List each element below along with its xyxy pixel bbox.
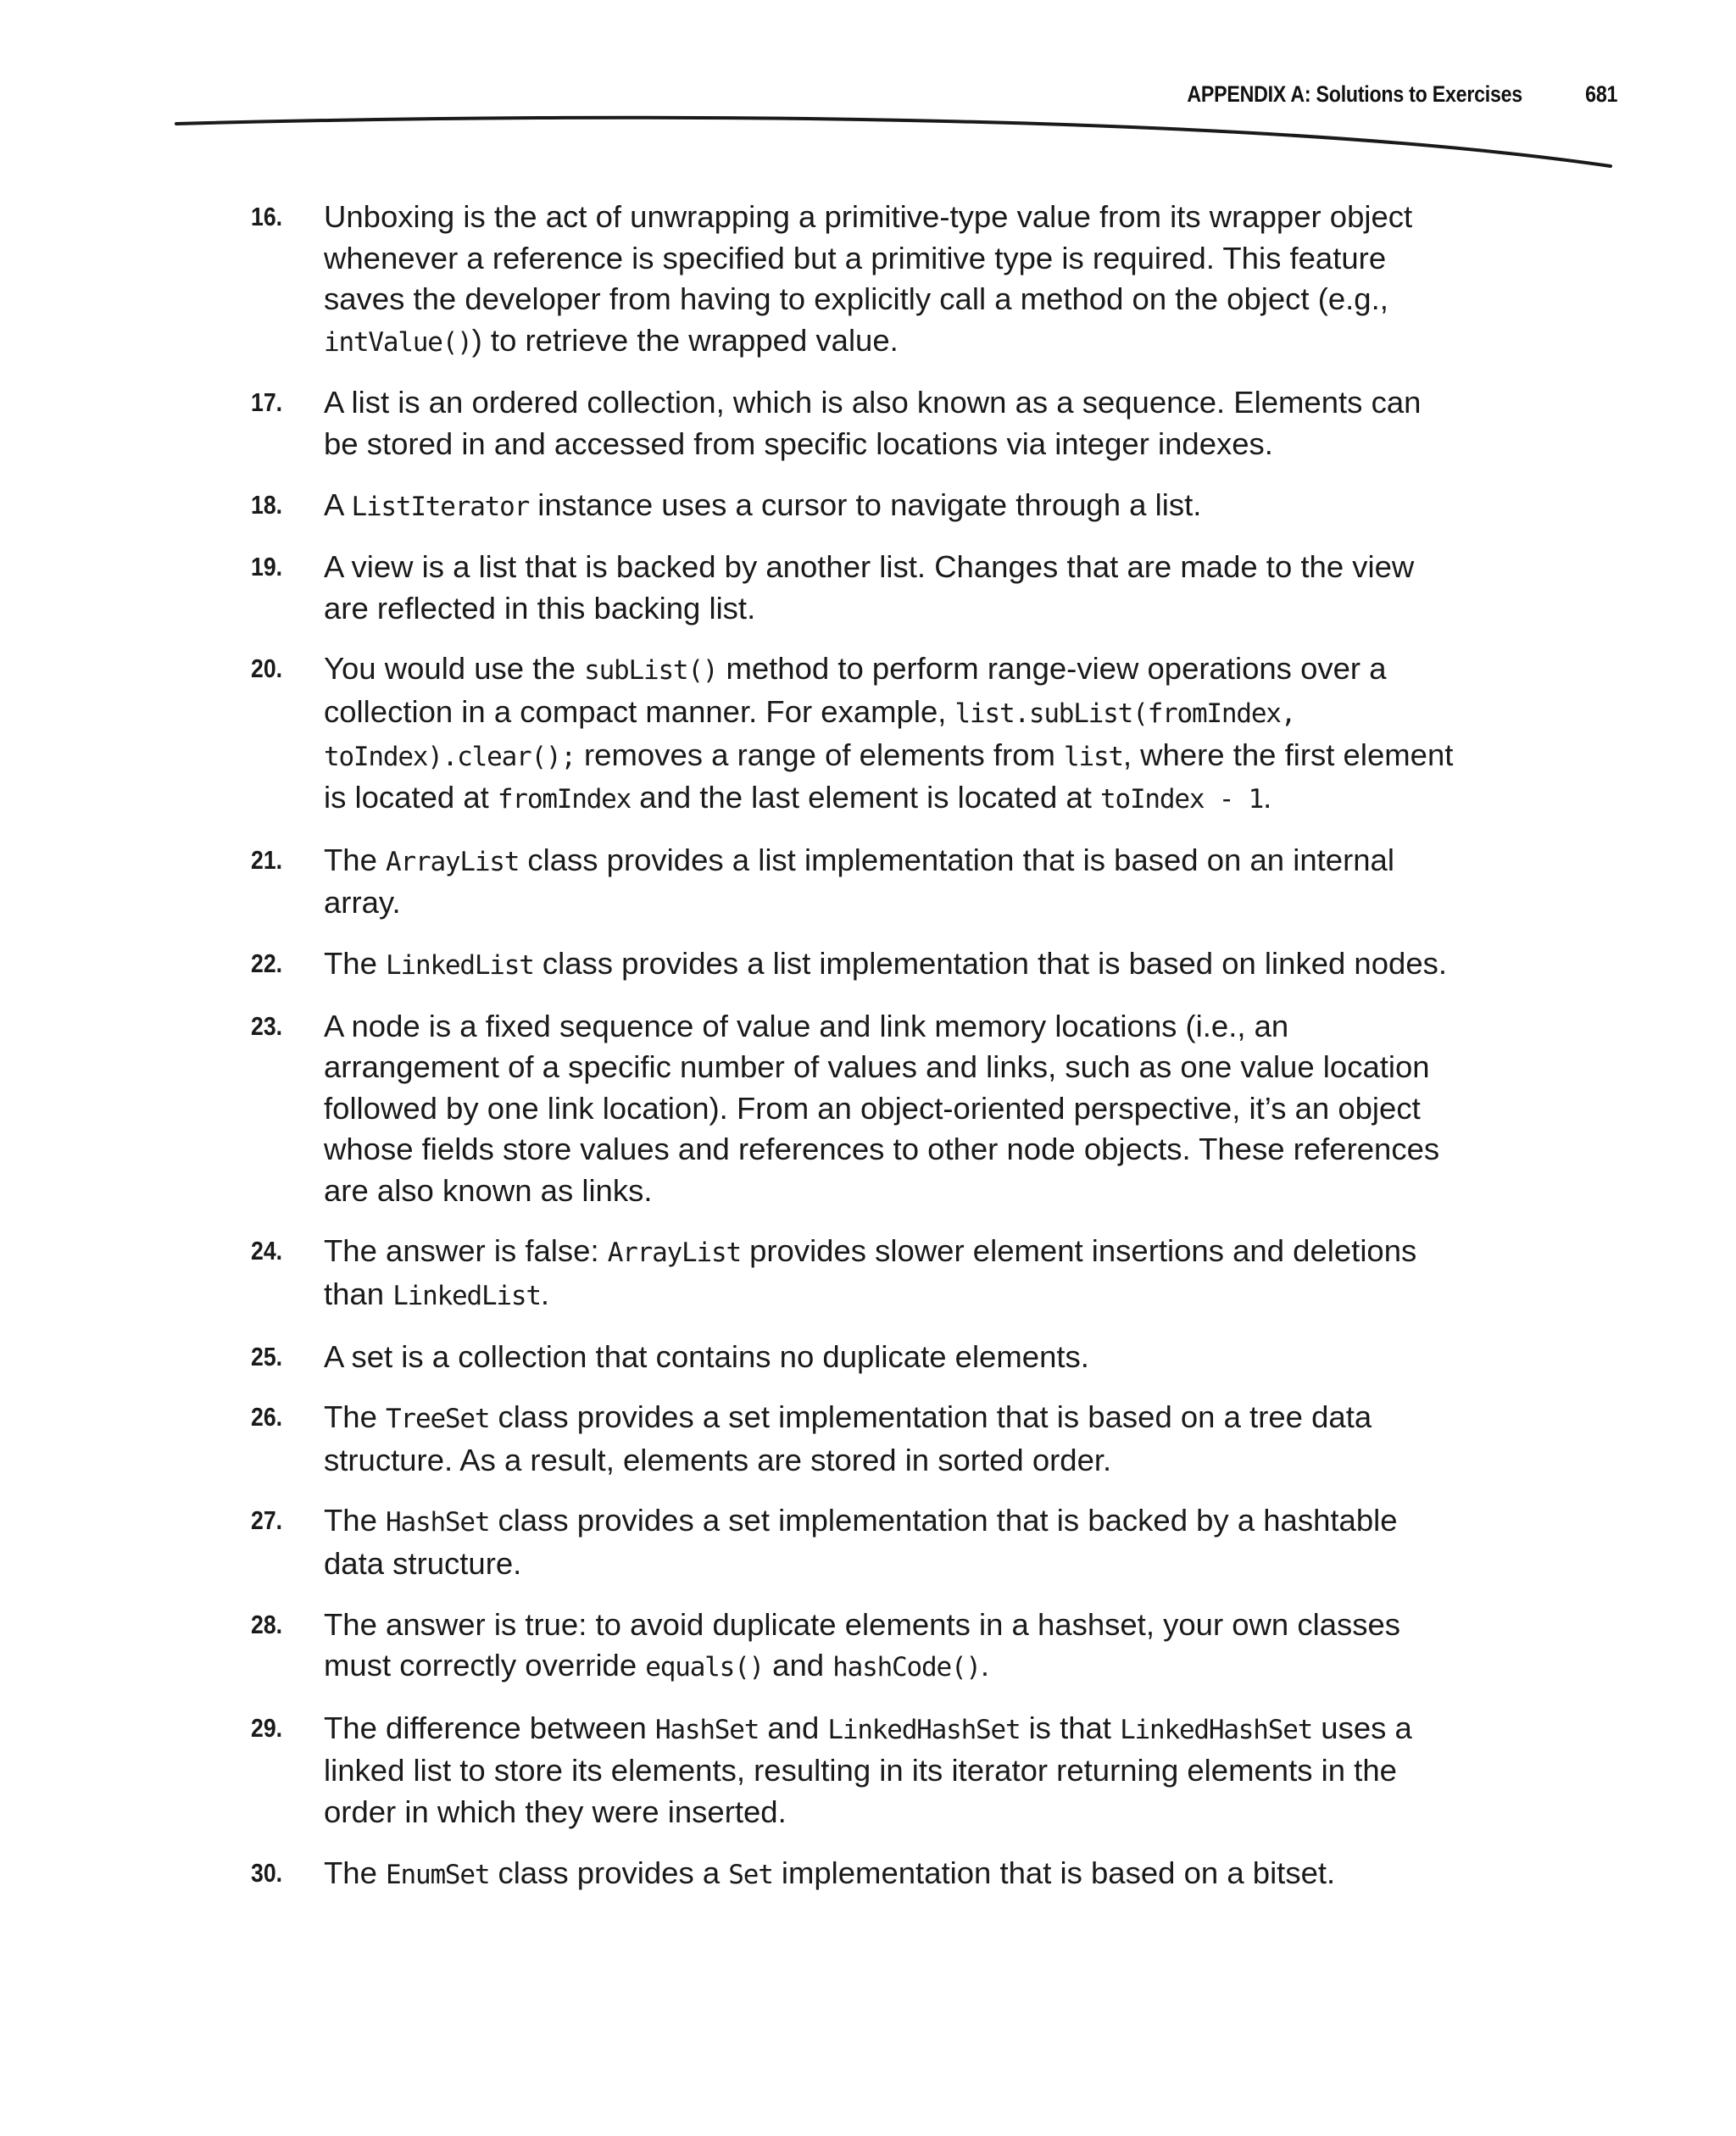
- answer-text-run: A: [324, 487, 352, 522]
- code-term: HashSet: [386, 1507, 490, 1538]
- answer-number: 30.: [251, 1857, 283, 1888]
- answer-text: [324, 648, 1455, 820]
- answer-text-run: class provides a set implementation that is backed by a hashtable data structure.: [324, 1503, 1398, 1582]
- answer-text-run: and: [759, 1710, 828, 1745]
- answer-number: 29.: [251, 1712, 283, 1743]
- code-term: LinkedList: [386, 949, 534, 981]
- answer-text: [324, 943, 1455, 987]
- answer-text: [324, 1337, 1455, 1378]
- answer-text-run: and the last element is located at: [631, 780, 1101, 815]
- answer-text-run: The: [324, 842, 387, 877]
- page-number: 681: [1585, 81, 1617, 107]
- code-term: list.subList(fromIndex, toIndex).clear();: [324, 698, 1296, 772]
- answer-item: [251, 1337, 1455, 1378]
- answer-text: [324, 485, 1455, 528]
- answer-text: [324, 1006, 1455, 1212]
- answer-text: [324, 840, 1455, 924]
- answer-text: [324, 197, 1455, 363]
- answer-item: [251, 1605, 1455, 1688]
- answer-text-run: A list is an ordered collection, which is also known as a sequence. Elements can be stored in and accessed from specific locations via integer indexes.: [324, 385, 1422, 461]
- answer-text: [324, 382, 1455, 464]
- answer-text-run: class provides a set implementation that is based on a tree data structure. As a result, elements are stored in sorted order.: [324, 1399, 1372, 1477]
- code-term: subList(): [584, 655, 718, 687]
- answer-number: 28.: [251, 1609, 283, 1639]
- header-rule: [0, 0, 1736, 186]
- answer-text-run: You would use the: [324, 651, 585, 687]
- running-head-title: APPENDIX A: Solutions to Exercises: [1187, 81, 1522, 107]
- code-term: toIndex - 1: [1100, 784, 1264, 815]
- answer-text-run: class provides a: [489, 1855, 729, 1890]
- answer-number: 26.: [251, 1402, 283, 1432]
- answer-text-run: The: [324, 1399, 387, 1435]
- answer-text: [324, 1500, 1455, 1584]
- answer-number: 27.: [251, 1505, 283, 1536]
- answer-number: 19.: [251, 552, 283, 582]
- code-term: HashSet: [654, 1714, 760, 1745]
- code-term: ArrayList: [386, 846, 520, 877]
- answer-number: 20.: [251, 654, 283, 684]
- code-term: TreeSet: [386, 1404, 490, 1435]
- code-term: LinkedHashSet: [1120, 1714, 1313, 1745]
- answer-text-run: The answer is true: to avoid duplicate elements in a hashset, your own classes must correctly override: [324, 1606, 1401, 1683]
- answer-text: [324, 1708, 1455, 1833]
- answer-number: 25.: [251, 1341, 283, 1371]
- answer-item: [251, 197, 1455, 363]
- answer-text-run: Unboxing is the act of unwrapping a primitive-type value from its wrapper object whenever a reference is specified but a primitive type is required. This feature saves the developer from having to explicitly call a method on the object (e.g.,: [324, 199, 1413, 317]
- answer-number: 16.: [251, 202, 283, 231]
- code-term: LinkedHashSet: [827, 1714, 1021, 1745]
- code-term: ArrayList: [607, 1238, 741, 1269]
- code-term: intValue(): [324, 326, 472, 358]
- answer-text-run: , where the first element is located at: [324, 737, 1454, 815]
- answer-number: 24.: [251, 1236, 283, 1266]
- answer-number: 23.: [251, 1010, 283, 1041]
- answer-number: 18.: [251, 489, 283, 520]
- answer-text: [324, 1605, 1455, 1688]
- answer-text-run: .: [1263, 780, 1272, 815]
- answer-item: [251, 1708, 1455, 1833]
- answer-text-run: .: [980, 1648, 989, 1683]
- code-term: ListIterator: [351, 491, 530, 522]
- answer-text-run: class provides a list implementation that is based on an internal array.: [324, 842, 1394, 921]
- answer-item: [251, 382, 1455, 464]
- answer-text-run: implementation that is based on a bitset.: [772, 1855, 1336, 1890]
- answer-text-run: removes a range of elements from: [575, 737, 1065, 772]
- answer-item: [251, 1500, 1455, 1584]
- code-term: LinkedList: [392, 1281, 541, 1312]
- answer-text-run: The difference between: [324, 1710, 655, 1745]
- answer-text-run: A node is a fixed sequence of value and link memory locations (i.e., an arrangement of a specific number of values and links, such as one value location followed by one link location). From an object-oriented perspective, it’s an object whose fields store values and references to other node objects. These references are also known as links.: [324, 1008, 1440, 1208]
- answer-text-run: The: [324, 1503, 387, 1538]
- answer-list: [251, 197, 1455, 1915]
- code-term: hashCode(): [832, 1652, 981, 1683]
- answer-item: [251, 1231, 1455, 1316]
- answer-text-run: class provides a list implementation that is based on linked nodes.: [533, 945, 1448, 981]
- answer-item: [251, 648, 1455, 820]
- answer-text-run: The answer is false:: [324, 1233, 608, 1269]
- answer-item: [251, 943, 1455, 987]
- answer-text-run: and: [764, 1648, 833, 1683]
- answer-text: [324, 1231, 1455, 1316]
- answer-text-run: ) to retrieve the wrapped value.: [471, 322, 899, 358]
- answer-number: 17.: [251, 387, 283, 418]
- code-term: fromIndex: [497, 784, 632, 815]
- answer-text-run: provides slower element insertions and deletions than: [324, 1233, 1417, 1312]
- answer-text-run: The: [324, 1855, 387, 1890]
- answer-text-run: .: [540, 1277, 549, 1312]
- answer-text-run: The: [324, 945, 387, 981]
- answer-text: [324, 547, 1455, 629]
- code-term: EnumSet: [386, 1859, 490, 1890]
- code-term: Set: [728, 1859, 773, 1890]
- answer-item: [251, 485, 1455, 528]
- answer-text-run: method to perform range-view operations over a collection in a compact manner. For example,: [324, 651, 1387, 729]
- answer-text-run: uses a linked list to store its elements, resulting in its iterator returning elements in the order in which they were inserted.: [324, 1710, 1412, 1829]
- answer-text: [324, 1853, 1455, 1896]
- code-term: equals(): [645, 1652, 765, 1683]
- answer-text-run: A view is a list that is backed by another list. Changes that are made to the view are reflected in this backing list.: [324, 549, 1415, 626]
- answer-text-run: is that: [1020, 1710, 1121, 1745]
- answer-item: [251, 1006, 1455, 1212]
- answer-text-run: A set is a collection that contains no duplicate elements.: [324, 1338, 1089, 1374]
- answer-item: [251, 840, 1455, 924]
- answer-number: 21.: [251, 844, 283, 875]
- answer-text-run: instance uses a cursor to navigate through a list.: [529, 487, 1202, 522]
- answer-item: [251, 1397, 1455, 1481]
- answer-text: [324, 1397, 1455, 1481]
- answer-number: 22.: [251, 948, 283, 978]
- code-term: list: [1064, 741, 1123, 772]
- answer-item: [251, 547, 1455, 629]
- answer-item: [251, 1853, 1455, 1896]
